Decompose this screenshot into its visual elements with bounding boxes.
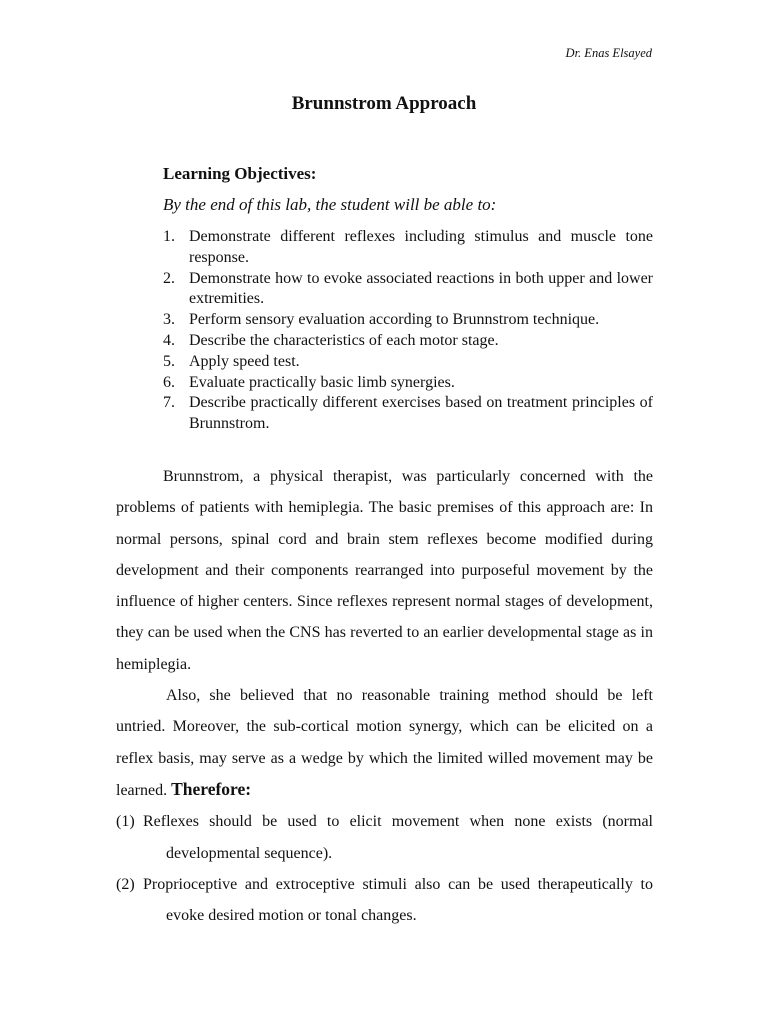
paragraph-1: Brunnstrom, a physical therapist, was particularly concerned with the problems of patients with hemiplegia. The basic premises of this approach are: In normal persons, spinal cord and brain stem reflexes become modified during development and their components rearranged into purposeful movement by the influence of higher centers. Since reflexes represent normal stages of development, they can be used when the CNS has reverted to an earlier developmental stage as in hemiplegia. — [116, 468, 653, 673]
item-number: 4. — [163, 331, 175, 349]
item-text: Describe practically different exercises based on treatment principles of Brunnstrom. — [189, 394, 653, 433]
item-text: Demonstrate how to evoke associated reactions in both upper and lower extremities. — [189, 269, 653, 308]
therefore-label: Therefore: — [171, 778, 252, 799]
objectives-list — [163, 227, 653, 435]
item-number: 1. — [163, 228, 175, 245]
list-item — [163, 310, 653, 331]
author-header: Dr. Enas Elsayed — [565, 46, 652, 60]
body-text — [116, 461, 653, 931]
point-label: (1) — [116, 813, 135, 831]
item-number: 3. — [163, 311, 175, 329]
list-item — [163, 269, 653, 311]
paragraph-2 — [116, 680, 653, 806]
item-number: 5. — [163, 352, 175, 370]
list-item — [163, 227, 653, 269]
learning-objectives-heading: Learning Objectives: — [163, 164, 317, 183]
list-item — [163, 393, 653, 435]
list-item — [163, 331, 653, 352]
point-label: (2) — [116, 875, 135, 893]
learning-objectives-intro: By the end of this lab, the student will be able to: — [163, 195, 497, 214]
item-text: Describe the characteristics of each motor stage. — [189, 331, 499, 349]
point-2 — [116, 869, 653, 932]
item-number: 2. — [163, 269, 175, 287]
list-item — [163, 352, 653, 373]
list-item — [163, 373, 653, 394]
item-text: Perform sensory evaluation according to Brunnstrom technique. — [189, 311, 600, 329]
item-number: 7. — [163, 394, 175, 412]
paragraph-2-text: Also, she believed that no reasonable training method should be left untried. Moreover, the sub-cortical motion synergy, which can be elicited on a reflex basis, may serve as a wedge by which the limited willed movement may be learned. — [116, 687, 653, 799]
point-text: Proprioceptive and extroceptive stimuli also can be used therapeutically to evoke desired motion or tonal changes. — [143, 875, 653, 925]
item-text: Demonstrate different reflexes including stimulus and muscle tone response. — [189, 228, 653, 266]
point-text: Reflexes should be used to elicit movement when none exists (normal developmental sequence). — [143, 813, 653, 862]
page-title: Brunnstrom Approach — [291, 93, 477, 114]
item-number: 6. — [163, 373, 175, 391]
item-text: Apply speed test. — [189, 352, 300, 370]
point-1 — [116, 806, 653, 869]
item-text: Evaluate practically basic limb synergies. — [189, 373, 455, 391]
